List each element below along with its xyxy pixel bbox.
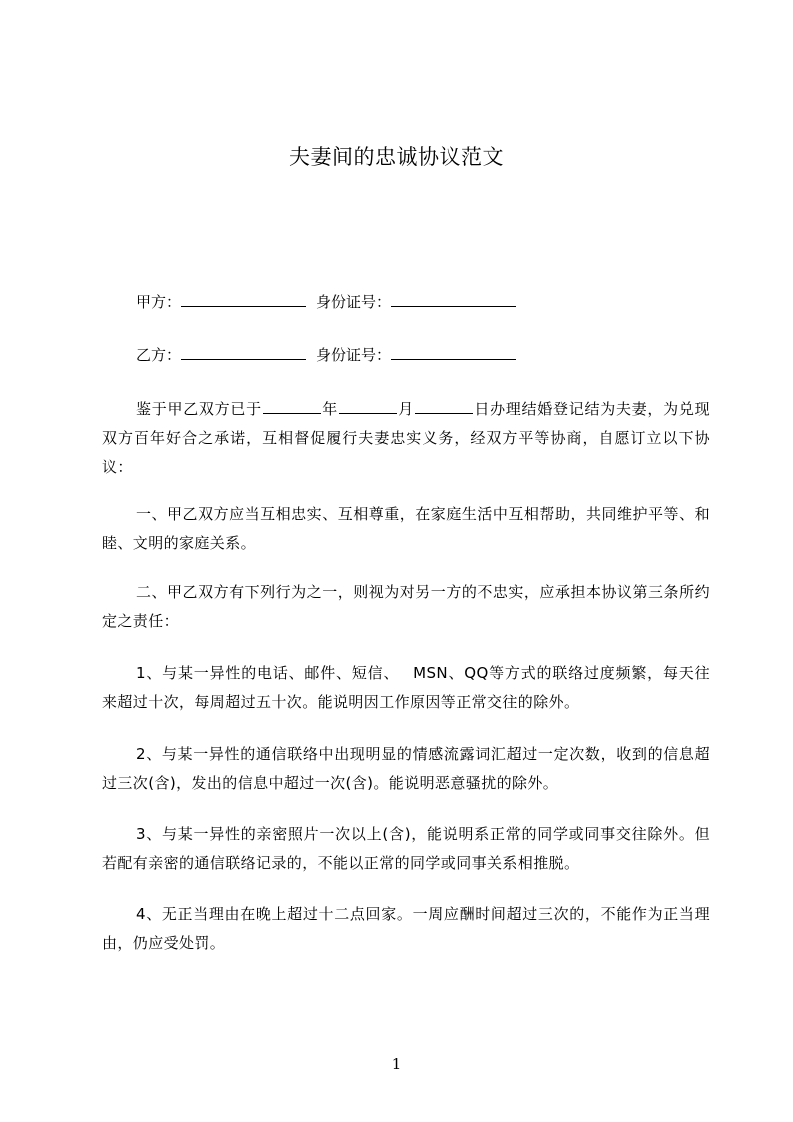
clause-2-item-2: 2、与某一异性的通信联络中出现明显的情感流露词汇超过一定次数，收到的信息超过三次(含)，发出的信息中超过一次(含)。能说明恶意骚扰的除外。: [102, 745, 710, 792]
document-title: 夫妻间的忠诚协议范文: [289, 145, 504, 169]
party-a-name-blank: [181, 291, 306, 307]
party-a-id-blank: [391, 291, 516, 307]
party-b-id-label: 身份证号：: [316, 346, 392, 364]
year-blank: [263, 398, 321, 414]
preamble-month: 月: [397, 400, 415, 418]
party-a-id-label: 身份证号：: [316, 293, 392, 311]
page-number: 1: [391, 1055, 402, 1073]
preamble-paragraph: [102, 395, 710, 482]
month-blank: [339, 398, 397, 414]
clause-2-item-1: 1、与某一异性的电话、邮件、短信、 MSN、QQ等方式的联络过度频繁，每天往来超过十次，每周超过五十次。能说明因工作原因等正常交往的除外。: [102, 664, 710, 711]
party-b-line: [136, 344, 516, 365]
preamble-rest: 日办理结婚登记结为夫妻，为兑现双方百年好合之承诺，互相督促履行夫妻忠实义务，经双方平等协商，自愿订立以下协议：: [102, 400, 710, 476]
party-a-label: 甲方：: [136, 293, 182, 311]
party-b-id-blank: [391, 344, 516, 360]
day-blank: [415, 398, 473, 414]
clause-2: 二、甲乙双方有下列行为之一，则视为对另一方的不忠实，应承担本协议第三条所约定之责任：: [102, 583, 710, 630]
party-b-label: 乙方：: [136, 346, 182, 364]
clause-2-item-4: 4、无正当理由在晚上超过十二点回家。一周应酬时间超过三次的，不能作为正当理由，仍应受处罚。: [102, 905, 710, 952]
clause-1: 一、甲乙双方应当互相忠实、互相尊重，在家庭生活中互相帮助，共同维护平等、和睦、文明的家庭关系。: [102, 505, 710, 552]
preamble-year: 年: [321, 400, 338, 418]
preamble-start: 鉴于甲乙双方已于: [136, 400, 262, 418]
party-b-name-blank: [181, 344, 306, 360]
clause-2-item-3: 3、与某一异性的亲密照片一次以上(含)，能说明系正常的同学或同事交往除外。但若配有亲密的通信联络记录的，不能以正常的同学或同事关系相推脱。: [102, 825, 710, 872]
party-a-line: [136, 291, 516, 312]
